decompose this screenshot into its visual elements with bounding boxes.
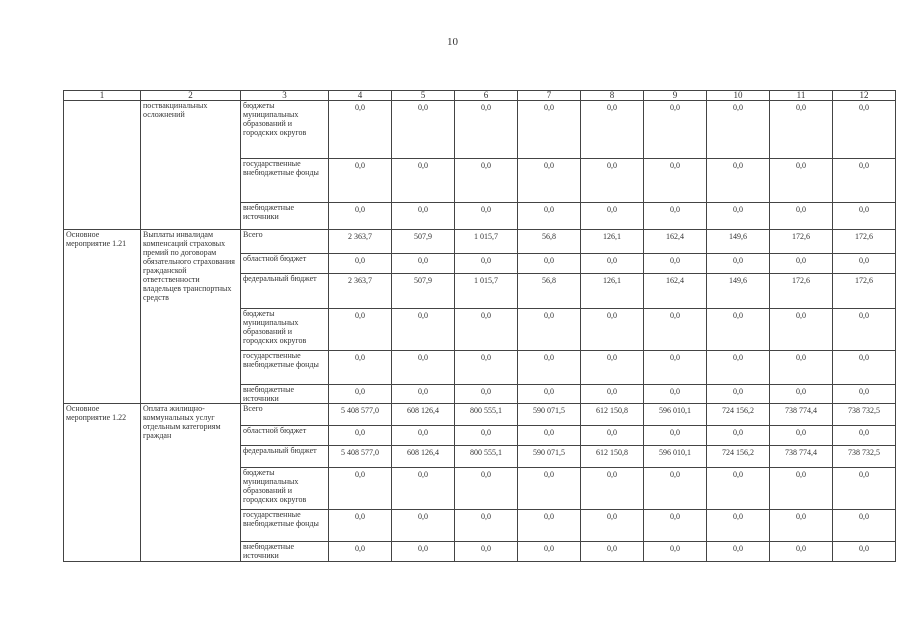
value-cell-col-8: 0,0 bbox=[581, 542, 644, 562]
funding-source-cell: областной бюджет bbox=[241, 426, 329, 446]
value-cell-col-7: 0,0 bbox=[518, 510, 581, 542]
value-cell-col-9: 0,0 bbox=[644, 203, 707, 230]
value-cell-col-12: 0,0 bbox=[833, 101, 896, 159]
value-cell-col-8: 0,0 bbox=[581, 254, 644, 274]
value-cell-col-10: 0,0 bbox=[707, 468, 770, 510]
value-cell-col-8: 0,0 bbox=[581, 159, 644, 203]
value-cell-col-12: 0,0 bbox=[833, 159, 896, 203]
value-cell-col-11: 0,0 bbox=[770, 254, 833, 274]
funding-source-cell: бюджеты муниципальных образований и городских округов bbox=[241, 101, 329, 159]
value-cell-col-5: 507,9 bbox=[392, 274, 455, 309]
value-cell-col-6: 0,0 bbox=[455, 468, 518, 510]
value-cell-col-4: 0,0 bbox=[329, 159, 392, 203]
value-cell-col-9: 596 010,1 bbox=[644, 404, 707, 426]
funding-source-cell: государственные внебюджетные фонды bbox=[241, 510, 329, 542]
value-cell-col-5: 0,0 bbox=[392, 254, 455, 274]
value-cell-col-12: 738 732,5 bbox=[833, 404, 896, 426]
value-cell-col-5: 0,0 bbox=[392, 309, 455, 351]
value-cell-col-11: 0,0 bbox=[770, 542, 833, 562]
value-cell-col-8: 612 150,8 bbox=[581, 404, 644, 426]
value-cell-col-6: 1 015,7 bbox=[455, 230, 518, 254]
funding-source-cell: Всего bbox=[241, 404, 329, 426]
value-cell-col-9: 0,0 bbox=[644, 385, 707, 404]
value-cell-col-5: 0,0 bbox=[392, 159, 455, 203]
value-cell-col-5: 0,0 bbox=[392, 426, 455, 446]
value-cell-col-10: 724 156,2 bbox=[707, 446, 770, 468]
value-cell-col-5: 608 126,4 bbox=[392, 404, 455, 426]
value-cell-col-8: 0,0 bbox=[581, 385, 644, 404]
column-header-6: 6 bbox=[455, 91, 518, 101]
value-cell-col-4: 0,0 bbox=[329, 385, 392, 404]
value-cell-col-12: 172,6 bbox=[833, 230, 896, 254]
value-cell-col-8: 0,0 bbox=[581, 426, 644, 446]
value-cell-col-9: 0,0 bbox=[644, 426, 707, 446]
column-header-3: 3 bbox=[241, 91, 329, 101]
column-header-7: 7 bbox=[518, 91, 581, 101]
column-header-4: 4 bbox=[329, 91, 392, 101]
page-number: 10 bbox=[447, 36, 458, 48]
value-cell-col-7: 56,8 bbox=[518, 274, 581, 309]
value-cell-col-5: 0,0 bbox=[392, 351, 455, 385]
value-cell-col-12: 0,0 bbox=[833, 426, 896, 446]
value-cell-col-4: 0,0 bbox=[329, 510, 392, 542]
m122-row-total bbox=[64, 404, 896, 426]
value-cell-col-12: 0,0 bbox=[833, 309, 896, 351]
value-cell-col-9: 162,4 bbox=[644, 230, 707, 254]
value-cell-col-7: 0,0 bbox=[518, 426, 581, 446]
value-cell-col-4: 2 363,7 bbox=[329, 274, 392, 309]
funding-source-cell: федеральный бюджет bbox=[241, 446, 329, 468]
funding-source-cell: бюджеты муниципальных образований и городских округов bbox=[241, 309, 329, 351]
value-cell-col-5: 507,9 bbox=[392, 230, 455, 254]
value-cell-col-6: 0,0 bbox=[455, 510, 518, 542]
value-cell-col-12: 0,0 bbox=[833, 203, 896, 230]
value-cell-col-8: 0,0 bbox=[581, 351, 644, 385]
value-cell-col-10: 0,0 bbox=[707, 254, 770, 274]
funding-source-cell: внебюджетные источники bbox=[241, 542, 329, 562]
value-cell-col-12: 0,0 bbox=[833, 510, 896, 542]
value-cell-col-4: 0,0 bbox=[329, 542, 392, 562]
value-cell-col-7: 0,0 bbox=[518, 101, 581, 159]
value-cell-col-9: 0,0 bbox=[644, 101, 707, 159]
value-cell-col-9: 0,0 bbox=[644, 351, 707, 385]
value-cell-col-11: 0,0 bbox=[770, 468, 833, 510]
value-cell-col-6: 0,0 bbox=[455, 159, 518, 203]
value-cell-col-10: 724 156,2 bbox=[707, 404, 770, 426]
value-cell-col-4: 5 408 577,0 bbox=[329, 404, 392, 426]
value-cell-col-6: 0,0 bbox=[455, 351, 518, 385]
value-cell-col-6: 0,0 bbox=[455, 385, 518, 404]
value-cell-col-7: 0,0 bbox=[518, 309, 581, 351]
value-cell-col-11: 738 774,4 bbox=[770, 404, 833, 426]
value-cell-col-4: 0,0 bbox=[329, 426, 392, 446]
value-cell-col-11: 172,6 bbox=[770, 274, 833, 309]
value-cell-col-11: 738 774,4 bbox=[770, 446, 833, 468]
column-header-2: 2 bbox=[141, 91, 241, 101]
value-cell-col-7: 0,0 bbox=[518, 468, 581, 510]
value-cell-col-5: 0,0 bbox=[392, 385, 455, 404]
value-cell-col-8: 0,0 bbox=[581, 468, 644, 510]
value-cell-col-7: 0,0 bbox=[518, 203, 581, 230]
funding-source-cell: государственные внебюджетные фонды bbox=[241, 159, 329, 203]
value-cell-col-4: 0,0 bbox=[329, 203, 392, 230]
funding-source-cell: федеральный бюджет bbox=[241, 274, 329, 309]
value-cell-col-9: 0,0 bbox=[644, 159, 707, 203]
funding-table bbox=[63, 90, 896, 562]
column-header-8: 8 bbox=[581, 91, 644, 101]
value-cell-col-7: 56,8 bbox=[518, 230, 581, 254]
value-cell-col-12: 0,0 bbox=[833, 351, 896, 385]
value-cell-col-12: 172,6 bbox=[833, 274, 896, 309]
measure-code-cell: Основное мероприятие 1.22 bbox=[64, 404, 141, 562]
value-cell-col-8: 126,1 bbox=[581, 230, 644, 254]
measure-code-cell: Основное мероприятие 1.21 bbox=[64, 230, 141, 404]
value-cell-col-12: 0,0 bbox=[833, 468, 896, 510]
value-cell-col-12: 0,0 bbox=[833, 385, 896, 404]
value-cell-col-4: 0,0 bbox=[329, 468, 392, 510]
value-cell-col-7: 0,0 bbox=[518, 159, 581, 203]
column-header-12: 12 bbox=[833, 91, 896, 101]
value-cell-col-12: 738 732,5 bbox=[833, 446, 896, 468]
value-cell-col-7: 590 071,5 bbox=[518, 404, 581, 426]
funding-source-cell: бюджеты муниципальных образований и городских округов bbox=[241, 468, 329, 510]
column-header-11: 11 bbox=[770, 91, 833, 101]
value-cell-col-11: 0,0 bbox=[770, 351, 833, 385]
measure-name-cell: Выплаты инвалидам компенсаций страховых премий по договорам обязательного страхования гражданской ответственности владельцев транспортных средств bbox=[141, 230, 241, 404]
value-cell-col-6: 1 015,7 bbox=[455, 274, 518, 309]
value-cell-col-11: 0,0 bbox=[770, 203, 833, 230]
value-cell-col-4: 2 363,7 bbox=[329, 230, 392, 254]
value-cell-col-8: 0,0 bbox=[581, 203, 644, 230]
value-cell-col-6: 0,0 bbox=[455, 309, 518, 351]
value-cell-col-11: 0,0 bbox=[770, 385, 833, 404]
value-cell-col-5: 0,0 bbox=[392, 510, 455, 542]
m121-row-total bbox=[64, 230, 896, 254]
value-cell-col-11: 0,0 bbox=[770, 159, 833, 203]
value-cell-col-11: 0,0 bbox=[770, 510, 833, 542]
value-cell-col-7: 0,0 bbox=[518, 351, 581, 385]
value-cell-col-10: 0,0 bbox=[707, 101, 770, 159]
value-cell-col-6: 0,0 bbox=[455, 542, 518, 562]
value-cell-col-7: 0,0 bbox=[518, 385, 581, 404]
column-header-10: 10 bbox=[707, 91, 770, 101]
value-cell-col-10: 0,0 bbox=[707, 510, 770, 542]
value-cell-col-10: 0,0 bbox=[707, 426, 770, 446]
value-cell-col-11: 0,0 bbox=[770, 101, 833, 159]
value-cell-col-6: 800 555,1 bbox=[455, 404, 518, 426]
funding-source-cell: областной бюджет bbox=[241, 254, 329, 274]
funding-source-cell: внебюджетные источники bbox=[241, 385, 329, 404]
value-cell-col-9: 162,4 bbox=[644, 274, 707, 309]
funding-source-cell: Всего bbox=[241, 230, 329, 254]
value-cell-col-11: 0,0 bbox=[770, 309, 833, 351]
value-cell-col-10: 149,6 bbox=[707, 230, 770, 254]
value-cell-col-10: 0,0 bbox=[707, 542, 770, 562]
value-cell-col-10: 0,0 bbox=[707, 385, 770, 404]
value-cell-col-10: 0,0 bbox=[707, 309, 770, 351]
value-cell-col-6: 0,0 bbox=[455, 203, 518, 230]
value-cell-col-7: 590 071,5 bbox=[518, 446, 581, 468]
cont-row-municipal bbox=[64, 101, 896, 159]
value-cell-col-12: 0,0 bbox=[833, 254, 896, 274]
value-cell-col-12: 0,0 bbox=[833, 542, 896, 562]
column-header-1: 1 bbox=[64, 91, 141, 101]
value-cell-col-6: 0,0 bbox=[455, 101, 518, 159]
value-cell-col-4: 0,0 bbox=[329, 254, 392, 274]
value-cell-col-7: 0,0 bbox=[518, 254, 581, 274]
value-cell-col-9: 0,0 bbox=[644, 254, 707, 274]
value-cell-col-4: 5 408 577,0 bbox=[329, 446, 392, 468]
value-cell-col-10: 0,0 bbox=[707, 351, 770, 385]
value-cell-col-11: 172,6 bbox=[770, 230, 833, 254]
value-cell-col-5: 0,0 bbox=[392, 203, 455, 230]
value-cell-col-7: 0,0 bbox=[518, 542, 581, 562]
measure-name-cell: Оплата жилищно-коммунальных услуг отдельным категориям граждан bbox=[141, 404, 241, 562]
value-cell-col-6: 800 555,1 bbox=[455, 446, 518, 468]
column-header-5: 5 bbox=[392, 91, 455, 101]
value-cell-col-10: 0,0 bbox=[707, 159, 770, 203]
value-cell-col-8: 0,0 bbox=[581, 101, 644, 159]
funding-source-cell: внебюджетные источники bbox=[241, 203, 329, 230]
value-cell-col-8: 126,1 bbox=[581, 274, 644, 309]
value-cell-col-9: 0,0 bbox=[644, 468, 707, 510]
measure-code-cell bbox=[64, 101, 141, 230]
value-cell-col-10: 149,6 bbox=[707, 274, 770, 309]
measure-name-cell: поствакцинальных осложнений bbox=[141, 101, 241, 230]
value-cell-col-6: 0,0 bbox=[455, 426, 518, 446]
value-cell-col-5: 0,0 bbox=[392, 542, 455, 562]
value-cell-col-9: 596 010,1 bbox=[644, 446, 707, 468]
value-cell-col-9: 0,0 bbox=[644, 309, 707, 351]
value-cell-col-11: 0,0 bbox=[770, 426, 833, 446]
value-cell-col-10: 0,0 bbox=[707, 203, 770, 230]
column-header-9: 9 bbox=[644, 91, 707, 101]
value-cell-col-5: 0,0 bbox=[392, 101, 455, 159]
value-cell-col-9: 0,0 bbox=[644, 510, 707, 542]
value-cell-col-9: 0,0 bbox=[644, 542, 707, 562]
value-cell-col-4: 0,0 bbox=[329, 351, 392, 385]
value-cell-col-8: 0,0 bbox=[581, 510, 644, 542]
value-cell-col-6: 0,0 bbox=[455, 254, 518, 274]
value-cell-col-5: 0,0 bbox=[392, 468, 455, 510]
value-cell-col-4: 0,0 bbox=[329, 309, 392, 351]
value-cell-col-8: 0,0 bbox=[581, 309, 644, 351]
value-cell-col-4: 0,0 bbox=[329, 101, 392, 159]
value-cell-col-5: 608 126,4 bbox=[392, 446, 455, 468]
value-cell-col-8: 612 150,8 bbox=[581, 446, 644, 468]
funding-source-cell: государственные внебюджетные фонды bbox=[241, 351, 329, 385]
